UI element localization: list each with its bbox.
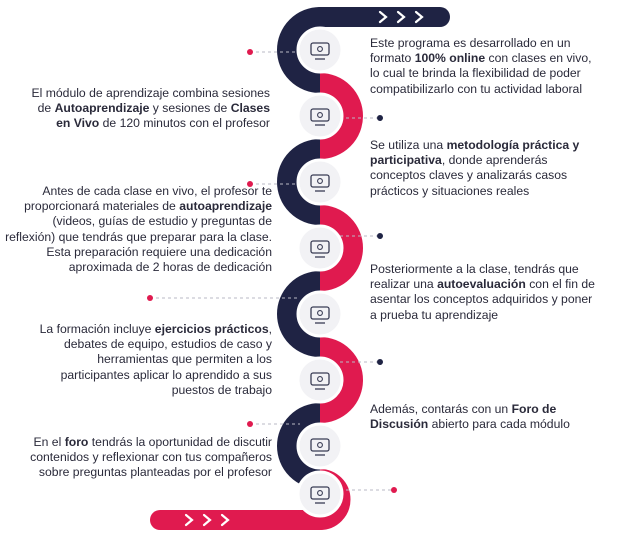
connector-dot: [247, 49, 253, 55]
connector-dot: [147, 295, 153, 301]
text-block-foro-discusion: [370, 402, 600, 432]
chat-bubbles-icon: [298, 358, 342, 402]
text-block-ejercicios: [32, 322, 272, 398]
text-segment: Este programa es desarrollado en un formato: [370, 36, 571, 66]
text-block-autoaprendizaje: [4, 184, 272, 275]
bold-highlight: Clases en Vivo: [56, 101, 270, 131]
text-block-online: [370, 36, 602, 97]
text-segment: Posteriormente a la clase, tendrás que realizar una: [370, 262, 579, 292]
bold-highlight: ejercicios prácticos: [154, 322, 269, 336]
bold-highlight: autoaprendizaje: [179, 199, 272, 214]
text-block-modulo: [30, 86, 270, 132]
text-segment: tendrás la oportunidad de discutir contenidos y reflexionar con tus compañeros sobre preguntas planteadas por el profesor: [30, 435, 272, 480]
text-segment: La formación incluye: [39, 322, 155, 336]
text-segment: En el: [33, 435, 65, 449]
head-brain-icon: [298, 160, 342, 204]
bold-highlight: Foro de Discusión: [370, 402, 557, 432]
text-segment: con clases en vivo, lo cual te brinda la flexibilidad de poder compatibilizarlo con tu actividad laboral: [370, 51, 592, 96]
text-segment: , debates de equipo, estudios de caso y herramientas que permiten a los participantes aplicar lo aprendido a sus puestos de trabajo: [60, 322, 272, 397]
text-segment: y sesiones de: [149, 101, 231, 116]
text-segment: Antes de cada clase en vivo, el profesor te proporcionará materiales de: [24, 184, 272, 214]
bold-highlight: Autoaprendizaje: [54, 101, 150, 116]
text-segment: abierto para cada módulo: [428, 417, 570, 432]
student-question-icon: [298, 226, 342, 270]
video-lesson-icon: [298, 292, 342, 336]
text-block-metodologia: [370, 138, 580, 199]
text-block-autoevaluacion: [370, 262, 602, 323]
connector-dot: [377, 359, 383, 365]
connector-dot: [377, 115, 383, 121]
text-block-foro: [30, 435, 272, 481]
people-group-icon: [298, 424, 342, 468]
bold-highlight: 100% online: [414, 51, 486, 66]
connector-dot: [247, 421, 253, 427]
text-segment: (videos, guías de estudio y preguntas de reflexión) que tendrás que preparar para la clase. Esta preparación requiere una dedicación aproximada de 2 horas de dedicación: [5, 214, 272, 275]
text-segment: Se utiliza una: [370, 138, 447, 152]
computer-monitor-icon: [298, 94, 342, 138]
text-segment: con el fin de asentar los conceptos adquiridos y poner a prueba tu aprendizaje: [370, 277, 595, 322]
document-pencil-icon: [298, 472, 342, 516]
bold-highlight: autoevaluación: [437, 277, 526, 292]
connector-dot: [391, 487, 397, 493]
text-segment: El módulo de aprendizaje combina sesiones de: [31, 86, 270, 116]
bold-highlight: metodología práctica y participativa: [370, 138, 580, 168]
text-segment: Además, contarás con un: [370, 402, 512, 416]
connector-dot: [377, 233, 383, 239]
bold-highlight: foro: [64, 435, 89, 449]
text-segment: , donde aprenderás conceptos claves y analizarás casos prácticos y situaciones reales: [370, 153, 568, 198]
teacher-laptop-icon: [298, 28, 342, 72]
text-segment: de 120 minutos con el profesor: [99, 116, 270, 131]
